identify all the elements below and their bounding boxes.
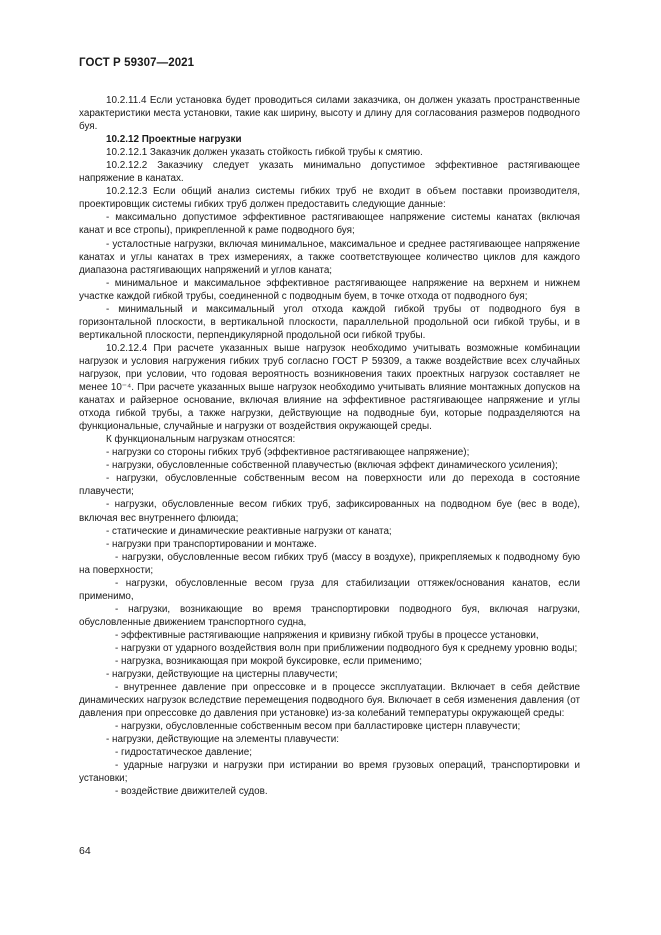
list-item: - нагрузки, действующие на цистерны плавучести; [106,669,338,681]
list-item: - максимально допустимое эффективное растягивающее напряжение системы канатах (включая канат и все стропы), прикрепленной к раме подводного буя; [79,212,580,237]
document-body [79,94,580,799]
list-item: - нагрузки со стороны гибких труб (эффективное растягивающее напряжение); [106,447,470,459]
paragraph: 10.2.12.4 При расчете указанных выше нагрузок необходимо учитывать возможные комбинации нагрузок и условия нагружения гибких труб согласно ГОСТ Р 59309, а также воздействие всех случайных нагрузок, при условии, что годовая вероятность возникновения таких проектных нагрузок составляет не менее 10⁻⁴. При расчете указанных выше нагрузок необходимо учитывать влияние монтажных допусков на канатах и райзерное основание, включая влияние на эффективное растягивающее напряжение и углы отхода гибкой трубы, а также нагрузки, действующие на подводные буи, которые подразделяются на функциональные, случайные и нагрузки от воздействия окружающей среды. [79,342,580,433]
list-item: - нагрузки при транспортировании и монтаже. [106,538,317,550]
list-item: - нагрузки, обусловленные собственной плавучестью (включая эффект динамического усиления); [106,460,558,472]
list-item: - нагрузки, обусловленные собственным весом при балластировке цистерн плавучести; [115,721,521,733]
list-item: - статические и динамические реактивные нагрузки от каната; [106,525,392,537]
paragraph: 10.2.12.2 Заказчику следует указать минимально допустимое эффективное растягивающее напряжение в канатах. [79,160,580,185]
paragraph: 10.2.12.1 Заказчик должен указать стойкость гибкой трубы к смятию. [106,147,423,159]
list-item: - внутреннее давление при опрессовке и в процессе эксплуатации. Включает в себя действие динамических нагрузок вследствие перемещения подводного буя. Включает в себя изменения давления (от давления при опрессовке до давления при установке) из-за колебаний температуры окружающей среды: [79,682,580,720]
paragraph: К функциональным нагрузкам относятся: [106,434,296,446]
list-item: - минимальный и максимальный угол отхода каждой гибкой трубы от подводного буя в горизонтальной плоскости, в вертикальной плоскости, параллельной продольной оси гибкой трубы, и в вертикальной плоскости, перпендикулярной продольной оси гибкой трубы. [79,303,580,341]
page-number: 64 [79,845,91,857]
paragraph: 10.2.11.4 Если установка будет проводиться силами заказчика, он должен указать пространственные характеристики места установки, такие как ширину, высоту и длину для согласования размеров подводного буя. [79,95,580,133]
list-item: - минимальное и максимальное эффективное растягивающее напряжение на верхнем и нижнем участке каждой гибкой трубы, соединенной с подводным буем, в точке отхода от подводного буя; [79,277,580,302]
paragraph: 10.2.12.3 Если общий анализ системы гибких труб не входит в объем поставки производителя, проектировщик системы гибких труб должен предоставить следующие данные: [79,186,580,211]
document-header: ГОСТ Р 59307—2021 [79,57,195,69]
list-item: - нагрузки, обусловленные весом груза для стабилизации оттяжек/основания канатов, если применимо, [79,577,580,602]
list-item: - нагрузки, возникающие во время транспортировки подводного буя, включая нагрузки, обусловленные движением транспортного судна, [79,603,580,628]
list-item: - нагрузки, обусловленные весом гибких труб (массу в воздухе), прикрепляемых к подводному бую на поверхности; [79,551,580,576]
list-item: - нагрузки от ударного воздействия волн при приближении подводного буя к среднему уровню воды; [115,642,578,654]
list-item: - усталостные нагрузки, включая минимальное, максимальное и среднее растягивающее напряжение канатах и углы канатах в трех измерениях, а также соответствующее количество циклов для каждого диапазона растягивающих напряжений и углов каната; [79,238,580,276]
list-item: - ударные нагрузки и нагрузки при истирании во время грузовых операций, транспортировки и установки; [79,760,580,785]
list-item: - нагрузка, возникающая при мокрой буксировке, если применимо; [115,656,423,668]
list-item: - эффективные растягивающие напряжения и кривизну гибкой трубы в процессе установки, [115,629,539,641]
list-item: - воздействие движителей судов. [115,786,268,798]
list-item: - нагрузки, обусловленные собственным весом на поверхности или до перехода в состояние плавучести; [79,473,580,498]
section-heading: 10.2.12 Проектные нагрузки [106,134,242,146]
list-item: - нагрузки, обусловленные весом гибких труб, зафиксированных на подводном буе (вес в воде), включая вес внутреннего флюида; [79,499,580,524]
list-item: - гидростатическое давление; [115,747,253,759]
list-item: - нагрузки, действующие на элементы плавучести: [106,734,340,746]
